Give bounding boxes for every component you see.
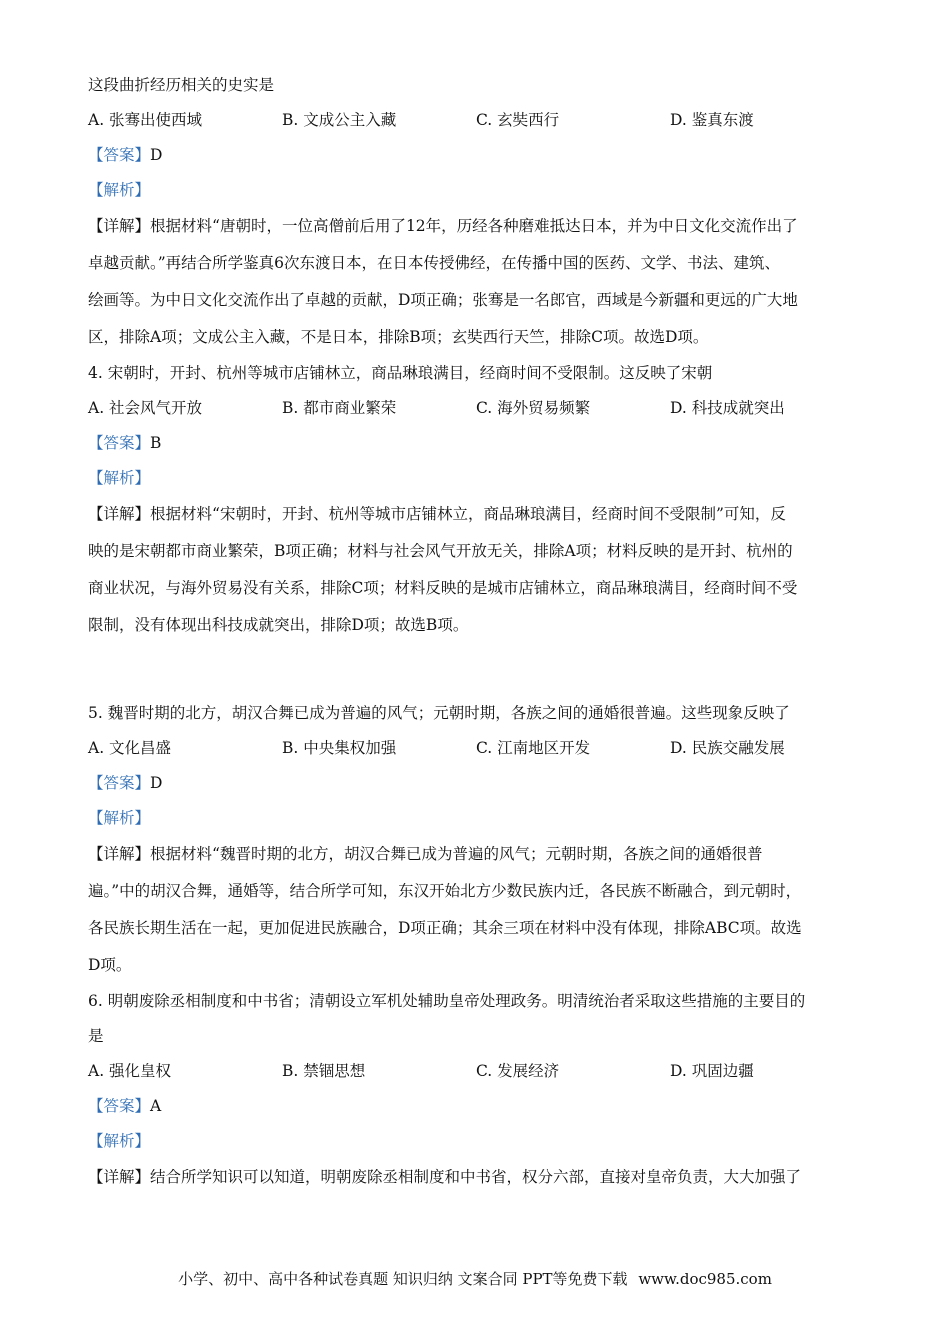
detail-line: 限制，没有体现出科技成就突出，排除D项；故选B项。 bbox=[88, 616, 469, 634]
q5-options bbox=[88, 731, 868, 766]
analysis-label: 【解析】 bbox=[88, 809, 151, 827]
footer-text: 小学、初中、高中各种试卷真题 知识归纳 文案合同 PPT等免费下载 bbox=[178, 1270, 628, 1288]
q5-option-b: B. 中央集权加强 bbox=[282, 739, 397, 757]
answer-label: 【答案】 bbox=[88, 146, 151, 164]
q5-analysis-heading bbox=[88, 801, 868, 836]
detail-line: 绘画等。为中日文化交流作出了卓越的贡献，D项正确；张骞是一名郎官，西域是今新疆和更远的广大地 bbox=[88, 291, 798, 309]
q5-answer bbox=[88, 766, 868, 801]
detail-line: 商业状况，与海外贸易没有关系，排除C项；材料反映的是城市店铺林立，商品琳琅满目，经商时间不受 bbox=[88, 579, 798, 597]
detail-line: 结合所学知识可以知道，明朝废除丞相制度和中书省，权分六部，直接对皇帝负责，大大加强了 bbox=[150, 1168, 802, 1186]
blank-spacer bbox=[88, 644, 868, 696]
q4-detail bbox=[88, 496, 868, 644]
detail-label: 【详解】 bbox=[88, 505, 151, 523]
q4-option-b: B. 都市商业繁荣 bbox=[282, 399, 397, 417]
detail-line: 卓越贡献。”再结合所学鉴真6次东渡日本，在日本传授佛经，在传播中国的医药、文学、书法、建筑、 bbox=[88, 254, 781, 272]
analysis-label: 【解析】 bbox=[88, 1132, 151, 1150]
q4-answer bbox=[88, 426, 868, 461]
q4-option-d: D. 科技成就突出 bbox=[670, 399, 785, 417]
q3-option-a: A. 张骞出使西域 bbox=[88, 111, 203, 129]
answer-value: A bbox=[150, 1097, 162, 1115]
q3-option-d: D. 鉴真东渡 bbox=[670, 111, 754, 129]
q4-option-a: A. 社会风气开放 bbox=[88, 399, 203, 417]
q4-option-c: C. 海外贸易频繁 bbox=[476, 399, 591, 417]
q6-option-b: B. 禁锢思想 bbox=[282, 1062, 366, 1080]
q3-answer bbox=[88, 138, 868, 173]
detail-line: 区，排除A项；文成公主入藏，不是日本，排除B项；玄奘西行天竺，排除C项。故选D项。 bbox=[88, 328, 709, 346]
analysis-label: 【解析】 bbox=[88, 469, 151, 487]
q3-options bbox=[88, 103, 868, 138]
q3-analysis-heading bbox=[88, 173, 868, 208]
q6-stem-line-1: 6. 明朝废除丞相制度和中书省；清朝设立军机处辅助皇帝处理政务。明清统治者采取这些措施的主要目的 bbox=[88, 992, 806, 1010]
q5-option-a: A. 文化昌盛 bbox=[88, 739, 172, 757]
page-footer bbox=[0, 1268, 950, 1289]
q6-option-c: C. 发展经济 bbox=[476, 1062, 560, 1080]
footer-url[interactable]: www.doc985.com bbox=[638, 1270, 772, 1288]
detail-line: 根据材料“唐朝时，一位高僧前后用了12年，历经各种磨难抵达日本，并为中日文化交流作出了 bbox=[150, 217, 798, 235]
q5-detail bbox=[88, 836, 868, 984]
answer-value: D bbox=[150, 146, 163, 164]
q6-option-a: A. 强化皇权 bbox=[88, 1062, 172, 1080]
q6-answer bbox=[88, 1089, 868, 1124]
q3-stem: 这段曲折经历相关的史实是 bbox=[88, 76, 275, 94]
q6-options bbox=[88, 1054, 868, 1089]
detail-label: 【详解】 bbox=[88, 217, 151, 235]
analysis-label: 【解析】 bbox=[88, 181, 151, 199]
detail-label: 【详解】 bbox=[88, 1168, 151, 1186]
q3-detail bbox=[88, 208, 868, 356]
document-page bbox=[88, 68, 868, 1196]
answer-value: D bbox=[150, 774, 163, 792]
q6-analysis-heading bbox=[88, 1124, 868, 1159]
q5-stem: 5. 魏晋时期的北方，胡汉合舞已成为普遍的风气；元朝时期，各族之间的通婚很普遍。这些现象反映了 bbox=[88, 704, 790, 722]
answer-label: 【答案】 bbox=[88, 434, 151, 452]
detail-label: 【详解】 bbox=[88, 845, 151, 863]
q3-option-b: B. 文成公主入藏 bbox=[282, 111, 397, 129]
detail-line: D项。 bbox=[88, 956, 132, 974]
answer-value: B bbox=[150, 434, 162, 452]
q6-option-d: D. 巩固边疆 bbox=[670, 1062, 754, 1080]
detail-line: 根据材料“魏晋时期的北方，胡汉合舞已成为普遍的风气；元朝时期，各族之间的通婚很普 bbox=[150, 845, 763, 863]
detail-line: 遍。”中的胡汉合舞，通婚等，结合所学可知，东汉开始北方少数民族内迁，各民族不断融合，到元朝时， bbox=[88, 882, 802, 900]
q4-analysis-heading bbox=[88, 461, 868, 496]
q6-detail bbox=[88, 1159, 868, 1196]
detail-line: 各民族长期生活在一起，更加促进民族融合，D项正确；其余三项在材料中没有体现，排除ABC项。故选 bbox=[88, 919, 802, 937]
answer-label: 【答案】 bbox=[88, 1097, 151, 1115]
q5-option-c: C. 江南地区开发 bbox=[476, 739, 591, 757]
answer-label: 【答案】 bbox=[88, 774, 151, 792]
detail-line: 映的是宋朝都市商业繁荣，B项正确；材料与社会风气开放无关，排除A项；材料反映的是开封、杭州的 bbox=[88, 542, 793, 560]
q3-option-c: C. 玄奘西行 bbox=[476, 111, 560, 129]
detail-line: 根据材料“宋朝时，开封、杭州等城市店铺林立，商品琳琅满目，经商时间不受限制”可知，反 bbox=[150, 505, 786, 523]
q6-stem-line-2: 是 bbox=[88, 1027, 104, 1045]
q4-stem: 4. 宋朝时，开封、杭州等城市店铺林立，商品琳琅满目，经商时间不受限制。这反映了宋朝 bbox=[88, 364, 713, 382]
q5-option-d: D. 民族交融发展 bbox=[670, 739, 785, 757]
q4-options bbox=[88, 391, 868, 426]
